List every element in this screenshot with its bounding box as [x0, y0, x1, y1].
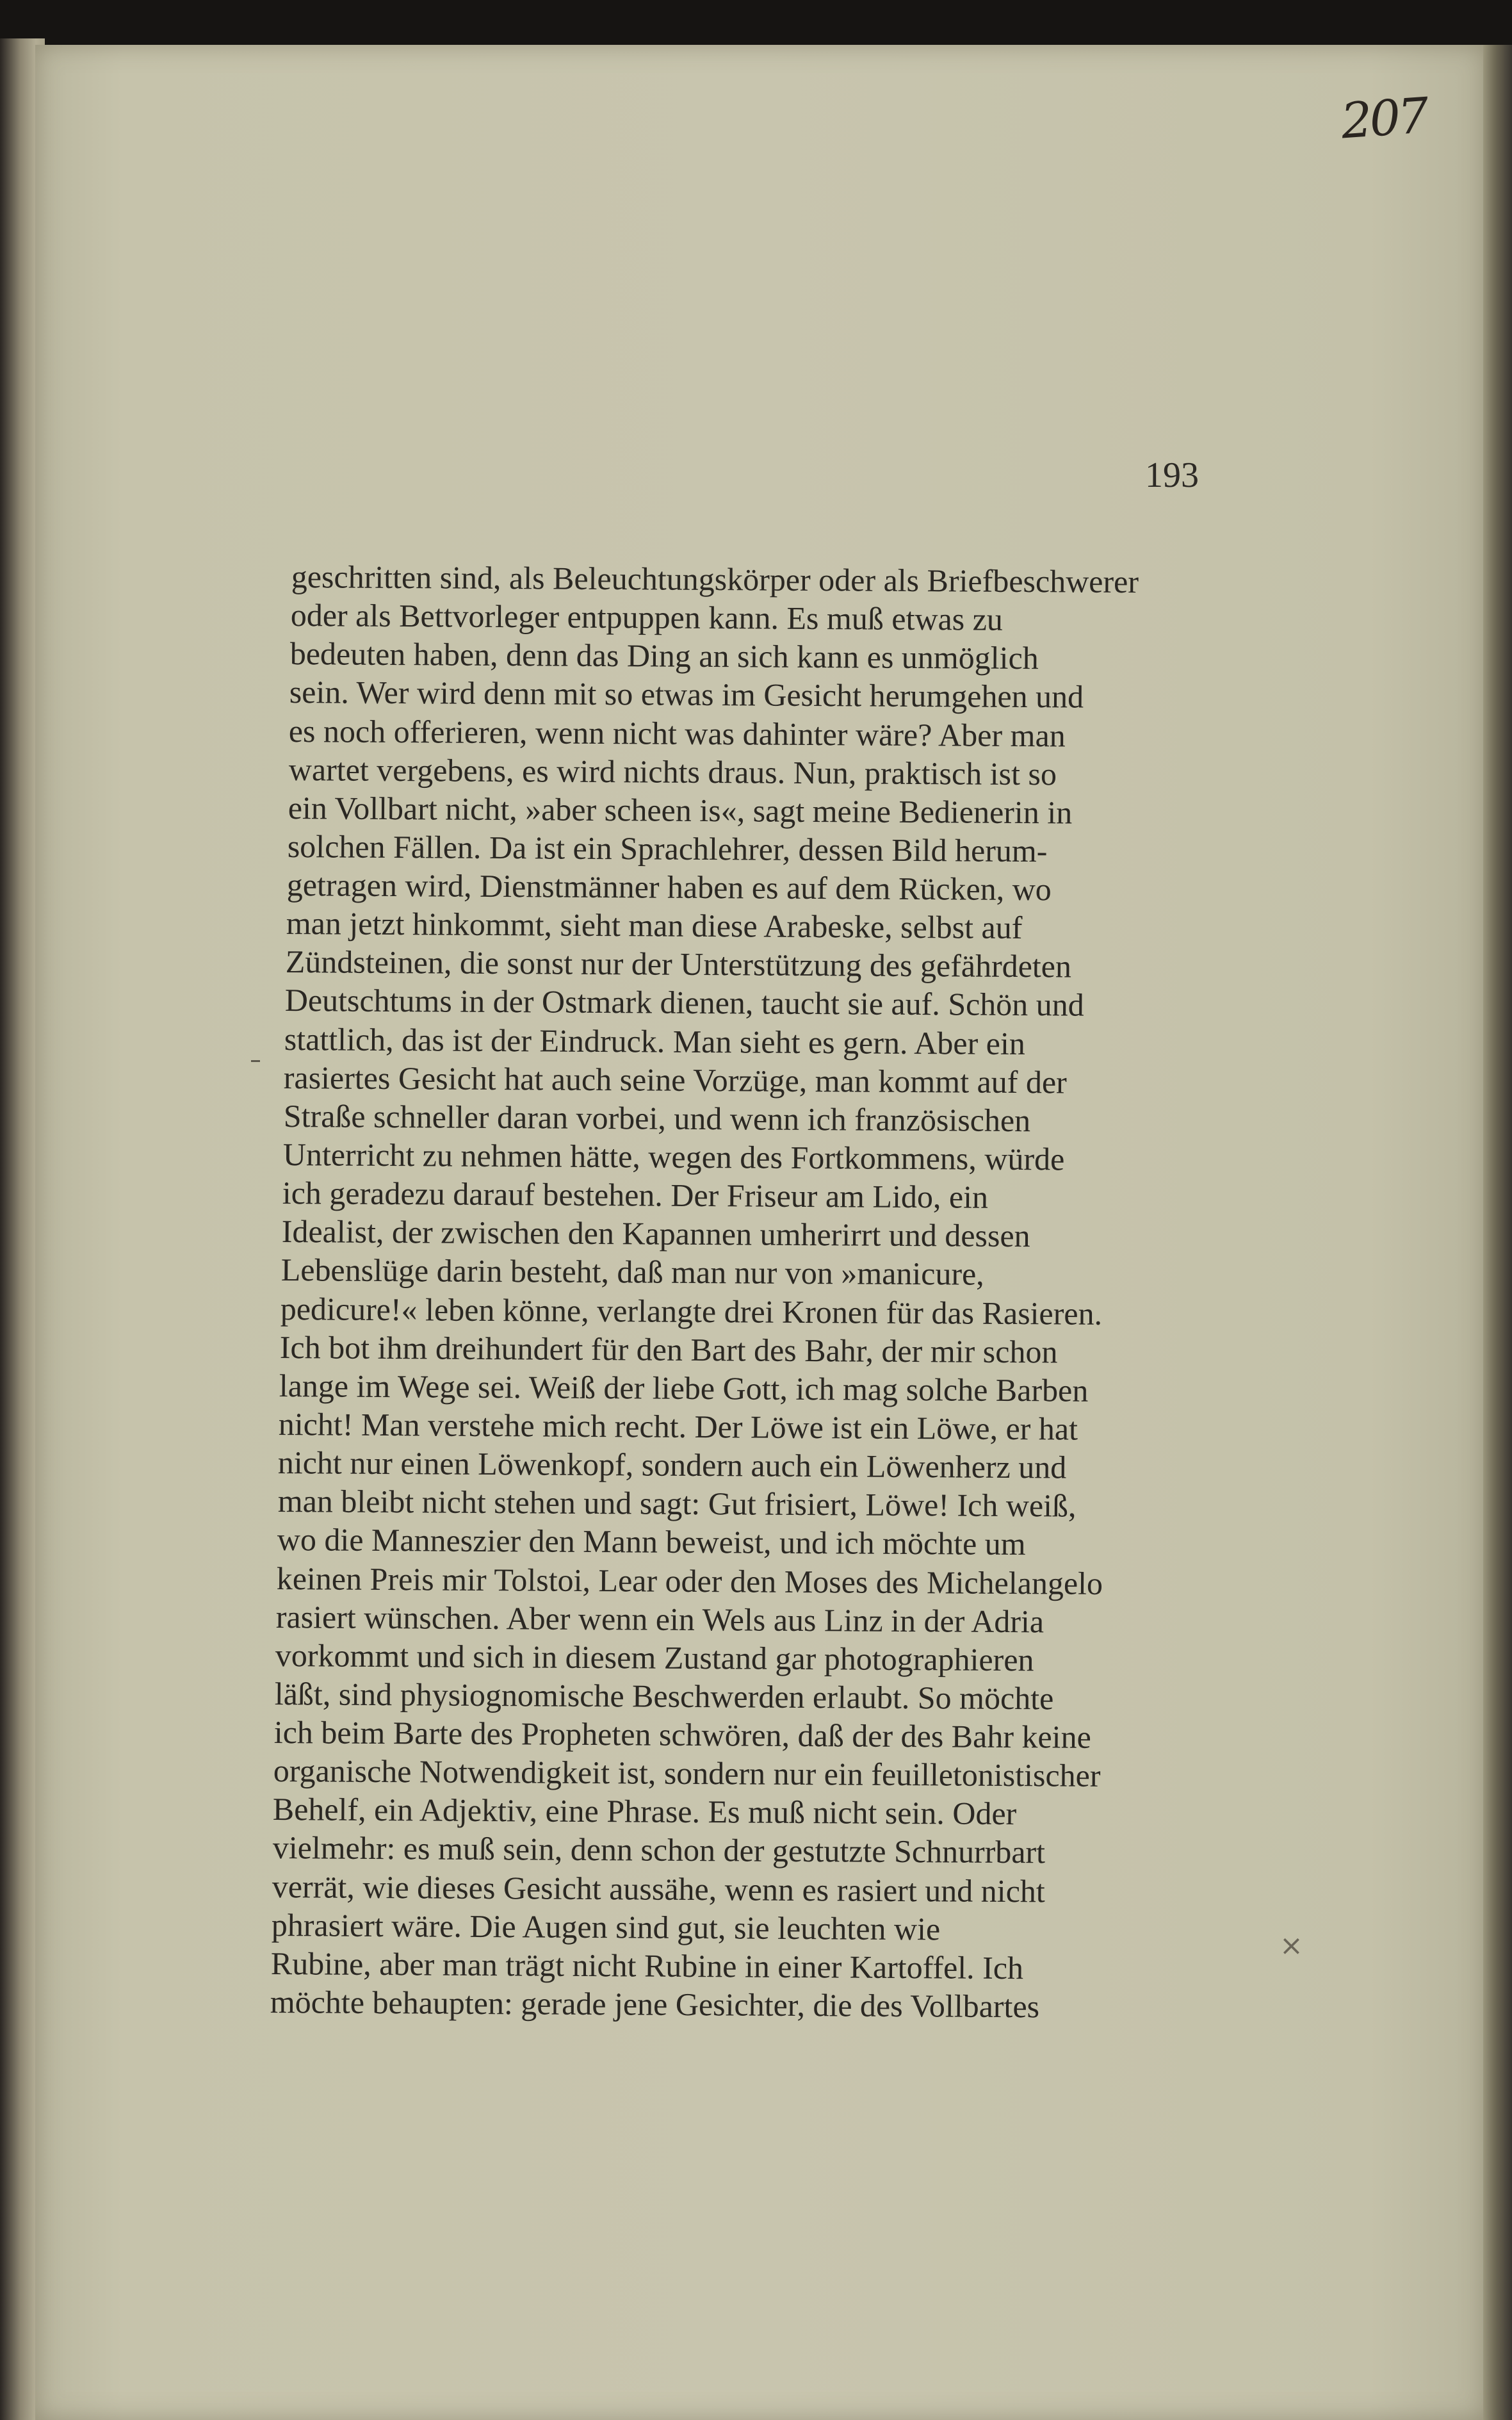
text-line: stattlich, das ist der Eindruck. Man sieht es gern. Aber ein [284, 1020, 1026, 1061]
text-line: Ich bot ihm dreihundert für den Bart des Bahr, der mir schon [279, 1329, 1058, 1370]
text-line: ich geradezu darauf bestehen. Der Friseur am Lido, ein [282, 1175, 988, 1215]
text-line: es noch offerieren, wenn nicht was dahinter wäre? Aber man [289, 712, 1066, 753]
text-line: pedicure!« leben könne, verlangte drei Kronen für das Rasieren. [280, 1290, 1103, 1332]
text-line: man jetzt hinkommt, sieht man diese Arabeske, selbst auf [286, 905, 1023, 946]
text-line: rasiertes Gesicht hat auch seine Vorzüge, man kommt auf der [284, 1059, 1068, 1100]
text-line: oder als Bettvorleger entpuppen kann. Es muß etwas zu [290, 597, 1004, 637]
text-line: geschritten sind, als Beleuchtungskörper oder als Briefbeschwerer [291, 559, 1139, 600]
text-line: nicht nur einen Löwenkopf, sondern auch ein Löwenherz und [278, 1444, 1067, 1485]
handwritten-folio-number: 207 [1339, 86, 1429, 150]
text-line: Straße schneller daran vorbei, und wenn ich französischen [283, 1097, 1030, 1139]
text-line: keinen Preis mir Tolstoi, Lear oder den Moses des Michelangelo [276, 1560, 1103, 1601]
text-line: rasiert wünschen. Aber wenn ein Wels aus Linz in der Adria [275, 1598, 1045, 1639]
text-line: wartet vergebens, es wird nichts draus. Nun, praktisch ist so [288, 751, 1057, 792]
text-line: organische Notwendigkeit ist, sondern nur ein feuilletonistischer [273, 1753, 1101, 1794]
text-line: Behelf, ein Adjektiv, eine Phrase. Es muß nicht sein. Oder [273, 1791, 1017, 1832]
margin-cross-mark: × [1280, 1929, 1303, 1962]
text-line: bedeuten haben, denn das Ding an sich kann es unmöglich [289, 635, 1039, 676]
text-line: vielmehr: es muß sein, denn schon der gestutzte Schnurrbart [272, 1829, 1045, 1870]
text-line: lange im Wege sei. Weiß der liebe Gott, ich mag solche Barben [279, 1367, 1089, 1409]
text-line: phrasiert wäre. Die Augen sind gut, sie leuchten wie [271, 1906, 941, 1947]
text-line: Zündsteinen, die sonst nur der Unterstützung des gefährdeten [285, 944, 1072, 985]
page-number: 193 [1145, 455, 1199, 495]
text-line: Deutschtums in der Ostmark dienen, taucht sie auf. Schön und [284, 982, 1085, 1024]
scan-background-top [0, 0, 1512, 48]
text-line: ich beim Barte des Propheten schwören, daß der des Bahr keine [273, 1714, 1092, 1755]
text-line: Lebenslüge darin besteht, daß man nur von »manicure, [280, 1252, 984, 1293]
page-right-edge [1483, 45, 1512, 2420]
text-line: solchen Fällen. Da ist ein Sprachlehrer, dessen Bild herum- [287, 828, 1048, 869]
text-line: Unterricht zu nehmen hätte, wegen des Fortkommens, würde [282, 1136, 1065, 1177]
text-line: vorkommt und sich in diesem Zustand gar photographieren [275, 1637, 1034, 1678]
text-line: getragen wird, Dienstmänner haben es auf dem Rücken, wo [286, 867, 1052, 908]
text-line: möchte behaupten: gerade jene Gesichter, die des Vollbartes [270, 1984, 1040, 2025]
text-line: läßt, sind physiognomische Beschwerden erlaubt. So möchte [274, 1675, 1054, 1717]
text-line: Idealist, der zwischen den Kapannen umherirrt und dessen [281, 1213, 1030, 1254]
text-line: sein. Wer wird denn mit so etwas im Gesicht herumgehen und [289, 674, 1084, 715]
text-line: verrät, wie dieses Gesicht aussähe, wenn es rasiert und nicht [272, 1868, 1045, 1909]
text-line: wo die Manneszier den Mann beweist, und ich möchte um [277, 1521, 1026, 1562]
text-line: Rubine, aber man trägt nicht Rubine in einer Kartoffel. Ich [270, 1945, 1024, 1986]
margin-tick [251, 1060, 260, 1062]
text-line: man bleibt nicht stehen und sagt: Gut frisiert, Löwe! Ich weiß, [277, 1483, 1077, 1524]
text-line: nicht! Man verstehe mich recht. Der Löwe ist ein Löwe, er hat [279, 1405, 1078, 1447]
text-line: ein Vollbart nicht, »aber scheen is«, sagt meine Bedienerin in [288, 789, 1073, 831]
